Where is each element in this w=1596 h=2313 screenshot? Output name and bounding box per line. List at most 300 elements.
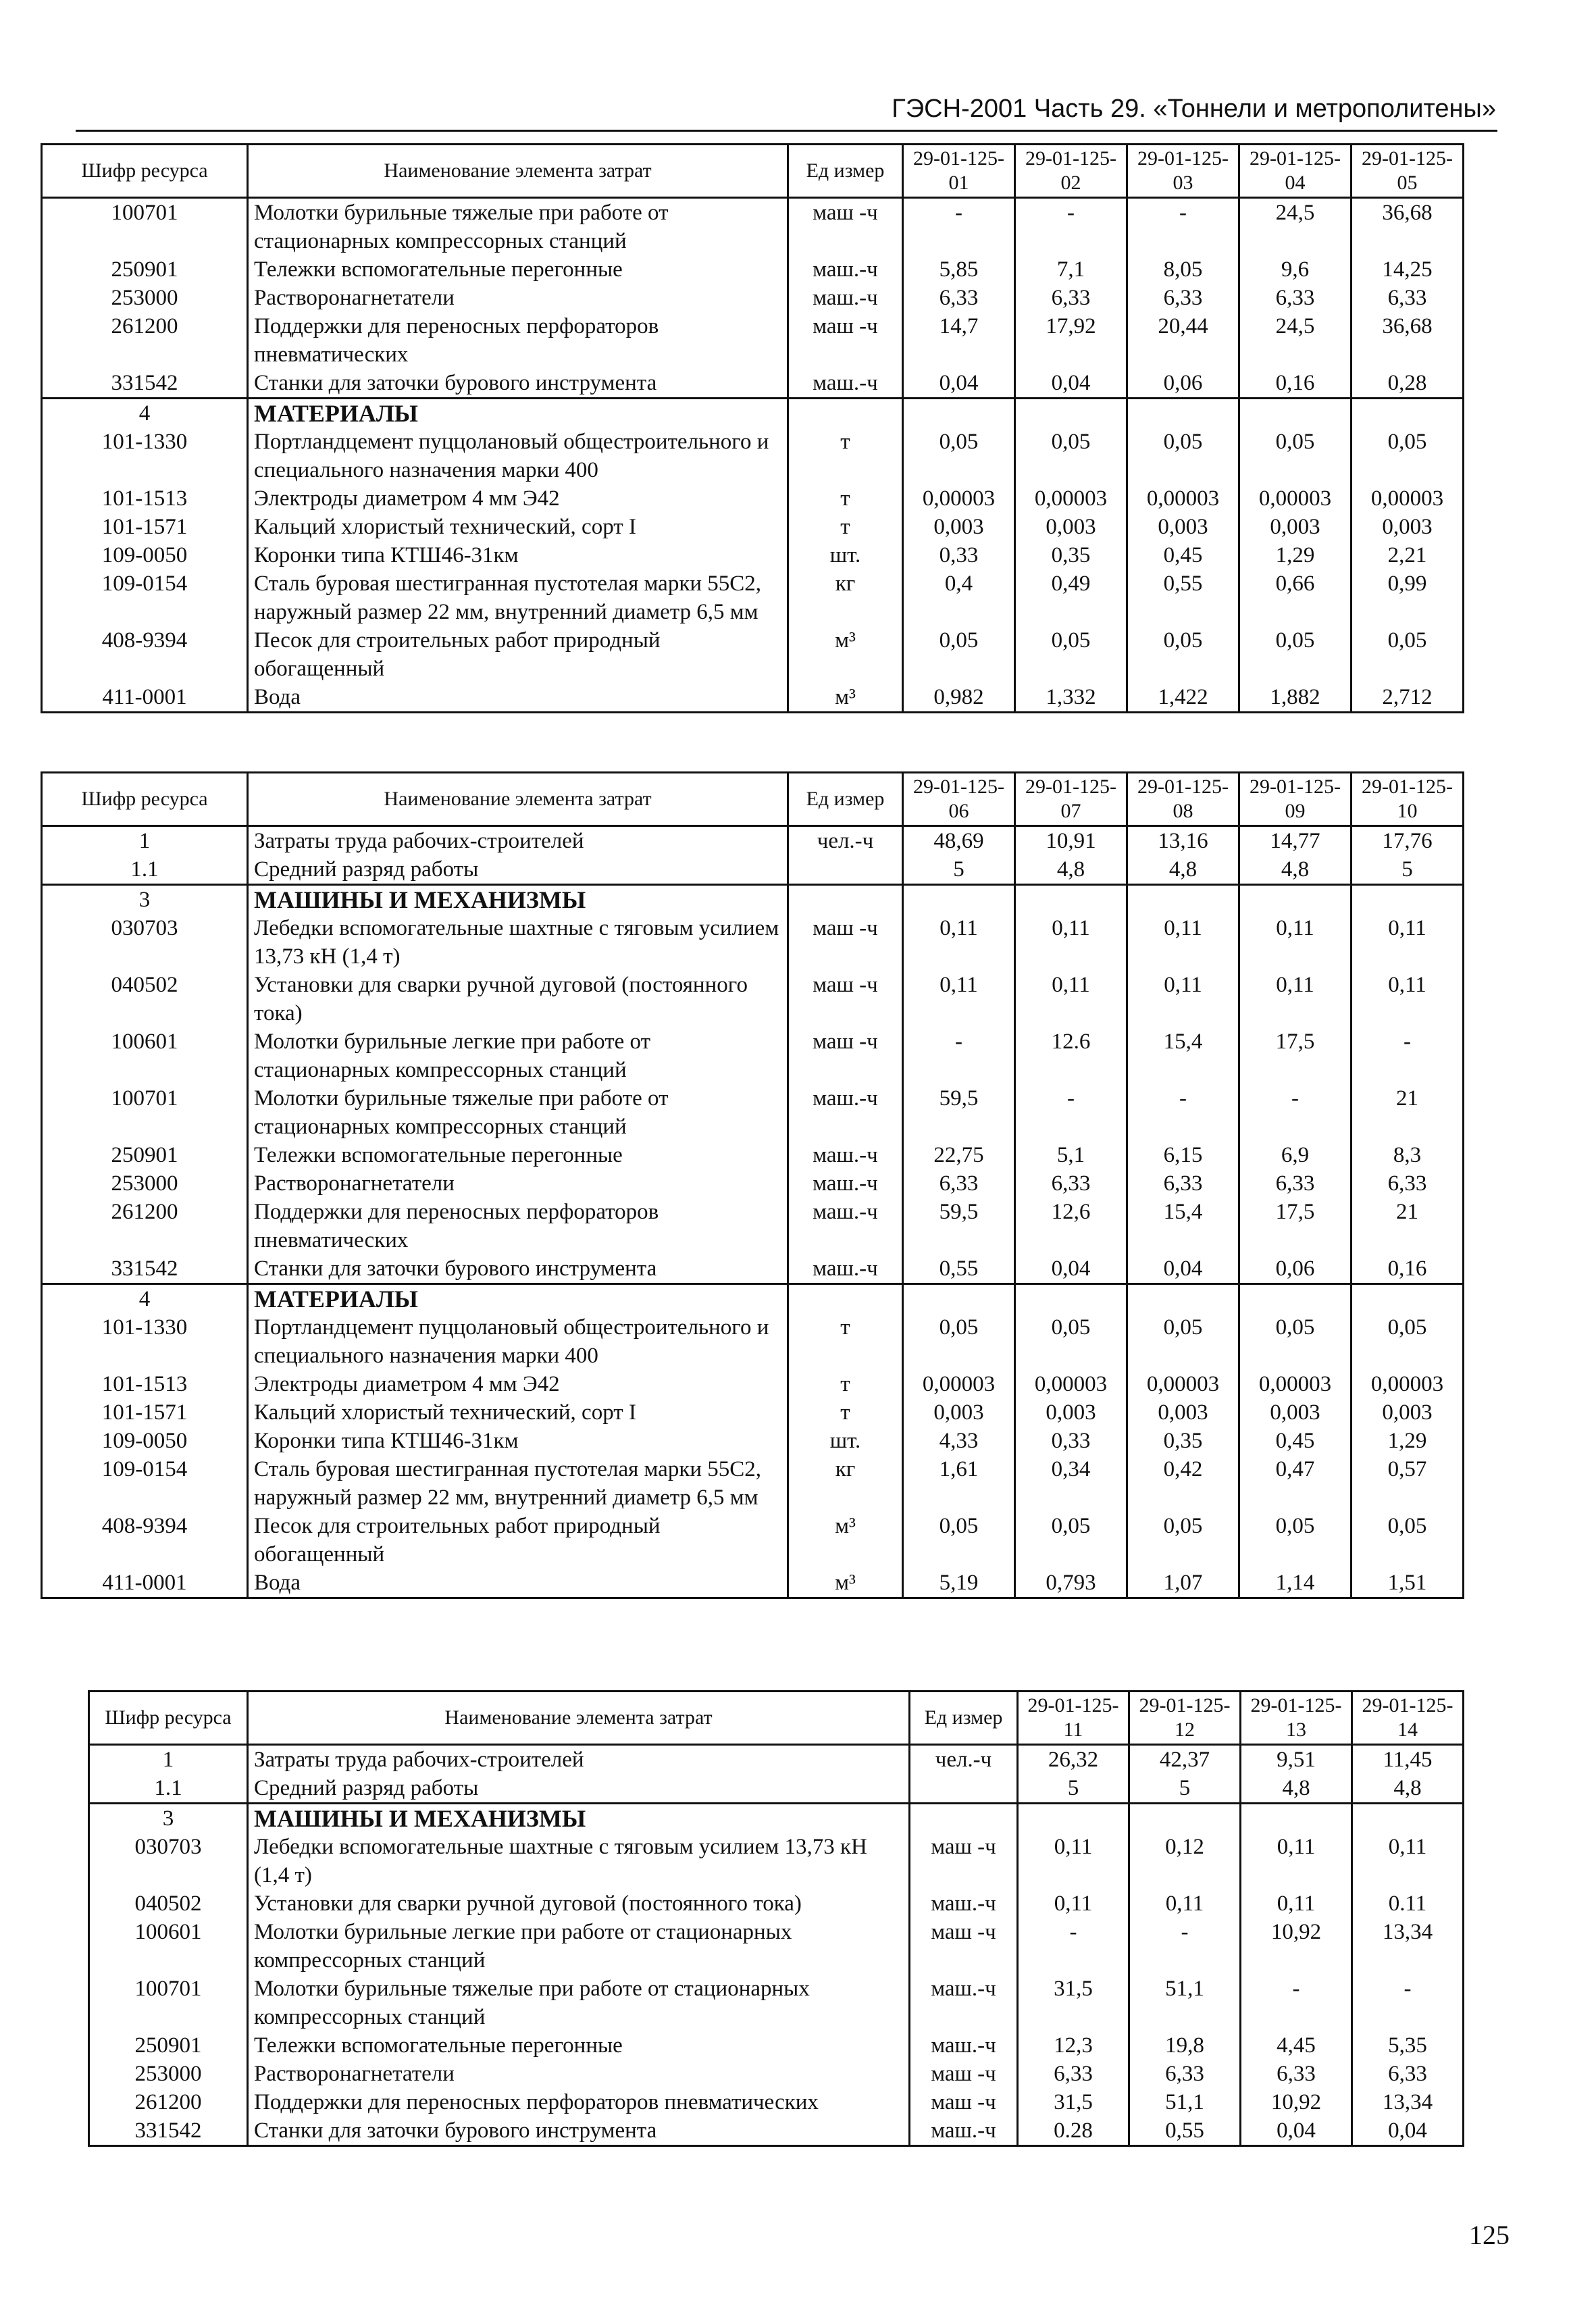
value-cell: 0,003 — [1015, 1398, 1127, 1427]
value-cell: 36,68 — [1352, 312, 1464, 369]
resource-code: 253000 — [42, 1169, 248, 1198]
unit-cell — [788, 855, 903, 885]
resource-name: Установки для сварки ручной дуговой (постоянного тока) — [248, 1889, 910, 1918]
value-cell: 6,33 — [1239, 1169, 1352, 1198]
value-cell: 0,00003 — [1239, 484, 1352, 513]
column-header: 29-01-125-12 — [1129, 1692, 1241, 1745]
value-cell: 0,05 — [1015, 428, 1127, 484]
value-cell: 6,33 — [1352, 2060, 1464, 2088]
value-cell: 6,33 — [1239, 284, 1352, 312]
value-cell: 0,05 — [1015, 1512, 1127, 1569]
value-cell — [903, 1284, 1015, 1314]
resource-code: 253000 — [42, 284, 248, 312]
table-row — [42, 255, 1464, 284]
value-cell: 51,1 — [1129, 1975, 1241, 2031]
resource-name: Тележки вспомогательные перегонные — [248, 255, 788, 284]
unit-cell: маш.-ч — [910, 2116, 1018, 2146]
resource-code: 101-1330 — [42, 1313, 248, 1370]
value-cell: 0,05 — [1015, 1313, 1127, 1370]
value-cell: 0,05 — [903, 1313, 1015, 1370]
table-row — [42, 541, 1464, 569]
column-header: Ед измер — [788, 773, 903, 826]
value-cell — [1352, 399, 1464, 428]
value-cell: 0,11 — [1018, 1889, 1129, 1918]
resource-name: Средний разряд работы — [248, 855, 788, 885]
resource-name: Молотки бурильные тяжелые при работе от стационарных компрессорных станций — [248, 1975, 910, 2031]
value-cell: - — [1241, 1975, 1352, 2031]
value-cell: 42,37 — [1129, 1745, 1241, 1775]
value-cell: 0,003 — [1352, 513, 1464, 541]
value-cell: 0.28 — [1018, 2116, 1129, 2146]
unit-cell: маш -ч — [788, 971, 903, 1027]
resource-code: 101-1330 — [42, 428, 248, 484]
value-cell: 0,003 — [903, 1398, 1015, 1427]
table-row — [89, 2031, 1464, 2060]
value-cell: 26,32 — [1018, 1745, 1129, 1775]
table-row — [89, 1833, 1464, 1889]
resource-code: 101-1571 — [42, 1398, 248, 1427]
unit-cell: чел.-ч — [788, 826, 903, 856]
resource-name: Кальций хлористый технический, сорт I — [248, 1398, 788, 1427]
column-header: Наименование элемента затрат — [248, 1692, 910, 1745]
table-row — [42, 284, 1464, 312]
table-row — [42, 1455, 1464, 1512]
value-cell: 0,99 — [1352, 569, 1464, 626]
value-cell: 0,04 — [903, 369, 1015, 399]
resource-name: Портландцемент пуццолановый общестроительного и специального назначения марки 400 — [248, 428, 788, 484]
column-header: Шифр ресурса — [89, 1692, 248, 1745]
column-header: Наименование элемента затрат — [248, 145, 788, 198]
value-cell: 6,33 — [1241, 2060, 1352, 2088]
value-cell: 0,003 — [1239, 1398, 1352, 1427]
unit-cell: маш -ч — [910, 2088, 1018, 2116]
unit-cell: м³ — [788, 683, 903, 713]
value-cell: 0,05 — [903, 1512, 1015, 1569]
resource-name: Коронки типа КТШ46-31км — [248, 1427, 788, 1455]
value-cell: 24,5 — [1239, 312, 1352, 369]
table-row — [89, 1774, 1464, 1804]
value-cell: 10,92 — [1241, 2088, 1352, 2116]
resource-code: 331542 — [89, 2116, 248, 2146]
unit-cell: маш.-ч — [788, 1169, 903, 1198]
section-row — [42, 1284, 1464, 1314]
value-cell: 0,12 — [1129, 1833, 1241, 1889]
resource-code: 1.1 — [42, 855, 248, 885]
resource-name: Поддержки для переносных перфораторов пневматических — [248, 2088, 910, 2116]
table-row — [42, 1398, 1464, 1427]
value-cell: 10,92 — [1241, 1918, 1352, 1975]
value-cell: 48,69 — [903, 826, 1015, 856]
value-cell: 21 — [1352, 1084, 1464, 1141]
table-row — [42, 1313, 1464, 1370]
value-cell: 0,33 — [903, 541, 1015, 569]
resource-code: 030703 — [42, 914, 248, 971]
resource-name: Растворонагнетатели — [248, 2060, 910, 2088]
value-cell — [1239, 399, 1352, 428]
value-cell: 59,5 — [903, 1198, 1015, 1254]
value-cell — [1241, 1804, 1352, 1833]
resource-name: Станки для заточки бурового инструмента — [248, 369, 788, 399]
resource-code: 411-0001 — [42, 683, 248, 713]
resource-code: 101-1513 — [42, 484, 248, 513]
value-cell: 14,25 — [1352, 255, 1464, 284]
table-row — [42, 1254, 1464, 1284]
value-cell: 14,7 — [903, 312, 1015, 369]
unit-cell: маш.-ч — [788, 1254, 903, 1284]
value-cell: 0,04 — [1015, 369, 1127, 399]
value-cell: 0,55 — [1129, 2116, 1241, 2146]
table-row — [89, 2116, 1464, 2146]
value-cell: 0,00003 — [1352, 484, 1464, 513]
unit-cell: маш.-ч — [788, 255, 903, 284]
value-cell: 31,5 — [1018, 2088, 1129, 2116]
unit-cell: маш.-ч — [788, 284, 903, 312]
value-cell: 0,66 — [1239, 569, 1352, 626]
table-header-row — [42, 145, 1464, 198]
resource-code: 030703 — [89, 1833, 248, 1889]
value-cell: 0,003 — [1352, 1398, 1464, 1427]
value-cell: 0,05 — [1127, 428, 1239, 484]
section-title: МАТЕРИАЛЫ — [248, 399, 788, 428]
value-cell: 0,04 — [1127, 1254, 1239, 1284]
value-cell: 14,77 — [1239, 826, 1352, 856]
table-row — [89, 1889, 1464, 1918]
value-cell: 20,44 — [1127, 312, 1239, 369]
value-cell: 0,04 — [1015, 1254, 1127, 1284]
value-cell: - — [903, 198, 1015, 256]
unit-cell — [788, 885, 903, 915]
value-cell: 0,05 — [1239, 626, 1352, 683]
column-header: 29-01-125-02 — [1015, 145, 1127, 198]
table-row — [89, 1745, 1464, 1775]
value-cell: 0,003 — [1127, 513, 1239, 541]
value-cell — [1127, 1284, 1239, 1314]
unit-cell: маш -ч — [788, 914, 903, 971]
value-cell: 6,33 — [1018, 2060, 1129, 2088]
resource-code: 250901 — [42, 1141, 248, 1169]
unit-cell: шт. — [788, 541, 903, 569]
value-cell: 0,45 — [1127, 541, 1239, 569]
table-row — [42, 369, 1464, 399]
resource-name: Поддержки для переносных перфораторов пневматических — [248, 1198, 788, 1254]
column-header: 29-01-125-05 — [1352, 145, 1464, 198]
value-cell: 0,11 — [1015, 971, 1127, 1027]
value-cell: 0,05 — [1239, 1512, 1352, 1569]
unit-cell: маш.-ч — [788, 1084, 903, 1141]
table-row — [42, 626, 1464, 683]
value-cell: 6,33 — [1352, 284, 1464, 312]
resource-name: Тележки вспомогательные перегонные — [248, 1141, 788, 1169]
value-cell: 6,33 — [1127, 1169, 1239, 1198]
value-cell: 0,45 — [1239, 1427, 1352, 1455]
value-cell: - — [903, 1027, 1015, 1084]
value-cell: 0,05 — [1127, 626, 1239, 683]
value-cell: - — [1352, 1975, 1464, 2031]
value-cell: 6,33 — [1015, 284, 1127, 312]
column-header: 29-01-125-03 — [1127, 145, 1239, 198]
table-row — [42, 826, 1464, 856]
value-cell: 0,00003 — [1239, 1370, 1352, 1398]
unit-cell: кг — [788, 569, 903, 626]
value-cell: 11,45 — [1352, 1745, 1464, 1775]
unit-cell — [788, 399, 903, 428]
value-cell: 12,6 — [1015, 1198, 1127, 1254]
value-cell: 0,11 — [1241, 1889, 1352, 1918]
value-cell: 6,33 — [1352, 1169, 1464, 1198]
resource-code: 4 — [42, 1284, 248, 1314]
value-cell: 0,11 — [1018, 1833, 1129, 1889]
value-cell: 5,85 — [903, 255, 1015, 284]
resource-code: 411-0001 — [42, 1569, 248, 1598]
value-cell: 0,11 — [1129, 1889, 1241, 1918]
value-cell: 0,00003 — [1352, 1370, 1464, 1398]
value-cell: 6,9 — [1239, 1141, 1352, 1169]
column-header: Ед измер — [910, 1692, 1018, 1745]
resource-name: Коронки типа КТШ46-31км — [248, 541, 788, 569]
resource-name: Портландцемент пуццолановый общестроительного и специального назначения марки 400 — [248, 1313, 788, 1370]
resource-code: 101-1513 — [42, 1370, 248, 1398]
section-row — [42, 399, 1464, 428]
resource-name: Молотки бурильные легкие при работе от стационарных компрессорных станций — [248, 1918, 910, 1975]
table-header-row — [42, 773, 1464, 826]
value-cell: 19,8 — [1129, 2031, 1241, 2060]
value-cell: 17,92 — [1015, 312, 1127, 369]
value-cell: 0,11 — [1127, 914, 1239, 971]
value-cell: 0,11 — [1352, 914, 1464, 971]
value-cell: 0,04 — [1241, 2116, 1352, 2146]
value-cell: 0,982 — [903, 683, 1015, 713]
value-cell — [903, 399, 1015, 428]
section-title: МАТЕРИАЛЫ — [248, 1284, 788, 1314]
unit-cell: маш.-ч — [788, 369, 903, 399]
resource-name: Поддержки для переносных перфораторов пневматических — [248, 312, 788, 369]
value-cell: 5,19 — [903, 1569, 1015, 1598]
resource-name: Сталь буровая шестигранная пустотелая марки 55С2, наружный размер 22 мм, внутренний диаметр 6,5 мм — [248, 569, 788, 626]
value-cell: 1,29 — [1239, 541, 1352, 569]
value-cell: 22,75 — [903, 1141, 1015, 1169]
resource-name: Растворонагнетатели — [248, 284, 788, 312]
value-cell: 0,05 — [1352, 428, 1464, 484]
value-cell: 4,8 — [1239, 855, 1352, 885]
value-cell: 0,11 — [1352, 1833, 1464, 1889]
unit-cell: маш.-ч — [910, 2031, 1018, 2060]
resource-code: 408-9394 — [42, 626, 248, 683]
column-header: 29-01-125-09 — [1239, 773, 1352, 826]
resource-name: Средний разряд работы — [248, 1774, 910, 1804]
table-row — [42, 484, 1464, 513]
resource-name: Молотки бурильные тяжелые при работе от стационарных компрессорных станций — [248, 1084, 788, 1141]
resource-name: Растворонагнетатели — [248, 1169, 788, 1198]
column-header: 29-01-125-08 — [1127, 773, 1239, 826]
resource-code: 100701 — [42, 1084, 248, 1141]
value-cell: 0,11 — [1239, 914, 1352, 971]
value-cell: 21 — [1352, 1198, 1464, 1254]
value-cell — [1015, 1284, 1127, 1314]
unit-cell: маш -ч — [910, 1833, 1018, 1889]
value-cell: 5,1 — [1015, 1141, 1127, 1169]
resource-code: 3 — [42, 885, 248, 915]
page-header: ГЭСН-2001 Часть 29. «Тоннели и метрополитены» — [892, 95, 1496, 123]
table-row — [89, 2088, 1464, 2116]
value-cell: 15,4 — [1127, 1027, 1239, 1084]
value-cell — [1127, 399, 1239, 428]
value-cell: 36,68 — [1352, 198, 1464, 256]
value-cell: 0,003 — [903, 513, 1015, 541]
value-cell: 5 — [1352, 855, 1464, 885]
value-cell: 0,55 — [1127, 569, 1239, 626]
resource-name: Затраты труда рабочих-строителей — [248, 1745, 910, 1775]
column-header: 29-01-125-07 — [1015, 773, 1127, 826]
value-cell: 13,16 — [1127, 826, 1239, 856]
value-cell: - — [1018, 1918, 1129, 1975]
resource-code: 408-9394 — [42, 1512, 248, 1569]
unit-cell: маш.-ч — [788, 1141, 903, 1169]
resource-code: 1 — [89, 1745, 248, 1775]
value-cell: 6,33 — [903, 1169, 1015, 1198]
resource-code: 261200 — [89, 2088, 248, 2116]
value-cell: 8,05 — [1127, 255, 1239, 284]
resource-code: 040502 — [89, 1889, 248, 1918]
value-cell: 0,05 — [1015, 626, 1127, 683]
table-row — [42, 1141, 1464, 1169]
table-row — [42, 855, 1464, 885]
resource-table-1 — [41, 143, 1464, 713]
value-cell: 0,05 — [1127, 1512, 1239, 1569]
resource-code: 261200 — [42, 312, 248, 369]
table-row — [42, 569, 1464, 626]
value-cell: 0,05 — [1239, 428, 1352, 484]
value-cell: 59,5 — [903, 1084, 1015, 1141]
value-cell: 0,003 — [1127, 1398, 1239, 1427]
value-cell: 0,28 — [1352, 369, 1464, 399]
value-cell: 1,07 — [1127, 1569, 1239, 1598]
resource-code: 1 — [42, 826, 248, 856]
value-cell: 17,5 — [1239, 1198, 1352, 1254]
unit-cell: маш -ч — [910, 1918, 1018, 1975]
value-cell: - — [1127, 1084, 1239, 1141]
value-cell: 6,33 — [1129, 2060, 1241, 2088]
section-row — [42, 885, 1464, 915]
value-cell: 8,3 — [1352, 1141, 1464, 1169]
resource-name: Лебедки вспомогательные шахтные с тяговым усилием 13,73 кН (1,4 т) — [248, 1833, 910, 1889]
table-row — [42, 1512, 1464, 1569]
value-cell: 5 — [1018, 1774, 1129, 1804]
column-header: 29-01-125-14 — [1352, 1692, 1464, 1745]
value-cell: 31,5 — [1018, 1975, 1129, 2031]
value-cell: 2,21 — [1352, 541, 1464, 569]
value-cell: 0,11 — [1015, 914, 1127, 971]
unit-cell: маш -ч — [788, 312, 903, 369]
resource-code: 4 — [42, 399, 248, 428]
value-cell: 0,003 — [1239, 513, 1352, 541]
resource-code: 100701 — [42, 198, 248, 256]
section-row — [89, 1804, 1464, 1833]
unit-cell — [788, 1284, 903, 1314]
unit-cell: т — [788, 484, 903, 513]
resource-name: Тележки вспомогательные перегонные — [248, 2031, 910, 2060]
value-cell: - — [1015, 1084, 1127, 1141]
resource-code: 331542 — [42, 369, 248, 399]
unit-cell: м³ — [788, 626, 903, 683]
value-cell — [1239, 885, 1352, 915]
value-cell: 1,51 — [1352, 1569, 1464, 1598]
resource-name: Вода — [248, 683, 788, 713]
value-cell: - — [1127, 198, 1239, 256]
value-cell: 17,5 — [1239, 1027, 1352, 1084]
value-cell — [1018, 1804, 1129, 1833]
value-cell: 0,16 — [1352, 1254, 1464, 1284]
value-cell: 6,15 — [1127, 1141, 1239, 1169]
value-cell: 1,422 — [1127, 683, 1239, 713]
value-cell: 0,49 — [1015, 569, 1127, 626]
column-header: 29-01-125-10 — [1352, 773, 1464, 826]
value-cell: 5 — [903, 855, 1015, 885]
value-cell: 13,34 — [1352, 1918, 1464, 1975]
table-row — [42, 198, 1464, 256]
value-cell: 5 — [1129, 1774, 1241, 1804]
resource-code: 109-0050 — [42, 1427, 248, 1455]
column-header: 29-01-125-13 — [1241, 1692, 1352, 1745]
table-row — [89, 1918, 1464, 1975]
value-cell: 13,34 — [1352, 2088, 1464, 2116]
unit-cell: т — [788, 1370, 903, 1398]
value-cell: 0,05 — [903, 626, 1015, 683]
resource-name: Кальций хлористый технический, сорт I — [248, 513, 788, 541]
value-cell: - — [1015, 198, 1127, 256]
page-number: 125 — [1469, 2220, 1510, 2250]
value-cell: 5,35 — [1352, 2031, 1464, 2060]
column-header: 29-01-125-04 — [1239, 145, 1352, 198]
column-header: Ед измер — [788, 145, 903, 198]
value-cell: 0,11 — [903, 971, 1015, 1027]
unit-cell: маш.-ч — [910, 1975, 1018, 2031]
value-cell: 0,00003 — [903, 1370, 1015, 1398]
resource-name: Станки для заточки бурового инструмента — [248, 1254, 788, 1284]
resource-name: Молотки бурильные легкие при работе от стационарных компрессорных станций — [248, 1027, 788, 1084]
table-row — [42, 914, 1464, 971]
value-cell: 0,003 — [1015, 513, 1127, 541]
value-cell: 1,332 — [1015, 683, 1127, 713]
resource-code: 109-0154 — [42, 1455, 248, 1512]
value-cell: 0,05 — [903, 428, 1015, 484]
value-cell: 6,33 — [1015, 1169, 1127, 1198]
resource-table-2 — [41, 771, 1464, 1599]
value-cell: 0,35 — [1015, 541, 1127, 569]
resource-code: 109-0050 — [42, 541, 248, 569]
value-cell: 0,00003 — [903, 484, 1015, 513]
value-cell: 1,29 — [1352, 1427, 1464, 1455]
unit-cell: м³ — [788, 1512, 903, 1569]
value-cell: - — [1239, 1084, 1352, 1141]
value-cell: 9,51 — [1241, 1745, 1352, 1775]
value-cell: 51,1 — [1129, 2088, 1241, 2116]
unit-cell: шт. — [788, 1427, 903, 1455]
resource-code: 109-0154 — [42, 569, 248, 626]
value-cell: 0,00003 — [1015, 1370, 1127, 1398]
value-cell: 0,57 — [1352, 1455, 1464, 1512]
value-cell: 0,00003 — [1015, 484, 1127, 513]
value-cell — [1129, 1804, 1241, 1833]
value-cell: 6,33 — [903, 284, 1015, 312]
unit-cell: чел.-ч — [910, 1745, 1018, 1775]
header-rule — [76, 130, 1497, 132]
value-cell: 0,11 — [1127, 971, 1239, 1027]
value-cell: 0,05 — [1352, 626, 1464, 683]
table-row — [42, 1198, 1464, 1254]
table-row — [42, 1427, 1464, 1455]
resource-table-3 — [88, 1690, 1464, 2147]
column-header: 29-01-125-11 — [1018, 1692, 1129, 1745]
